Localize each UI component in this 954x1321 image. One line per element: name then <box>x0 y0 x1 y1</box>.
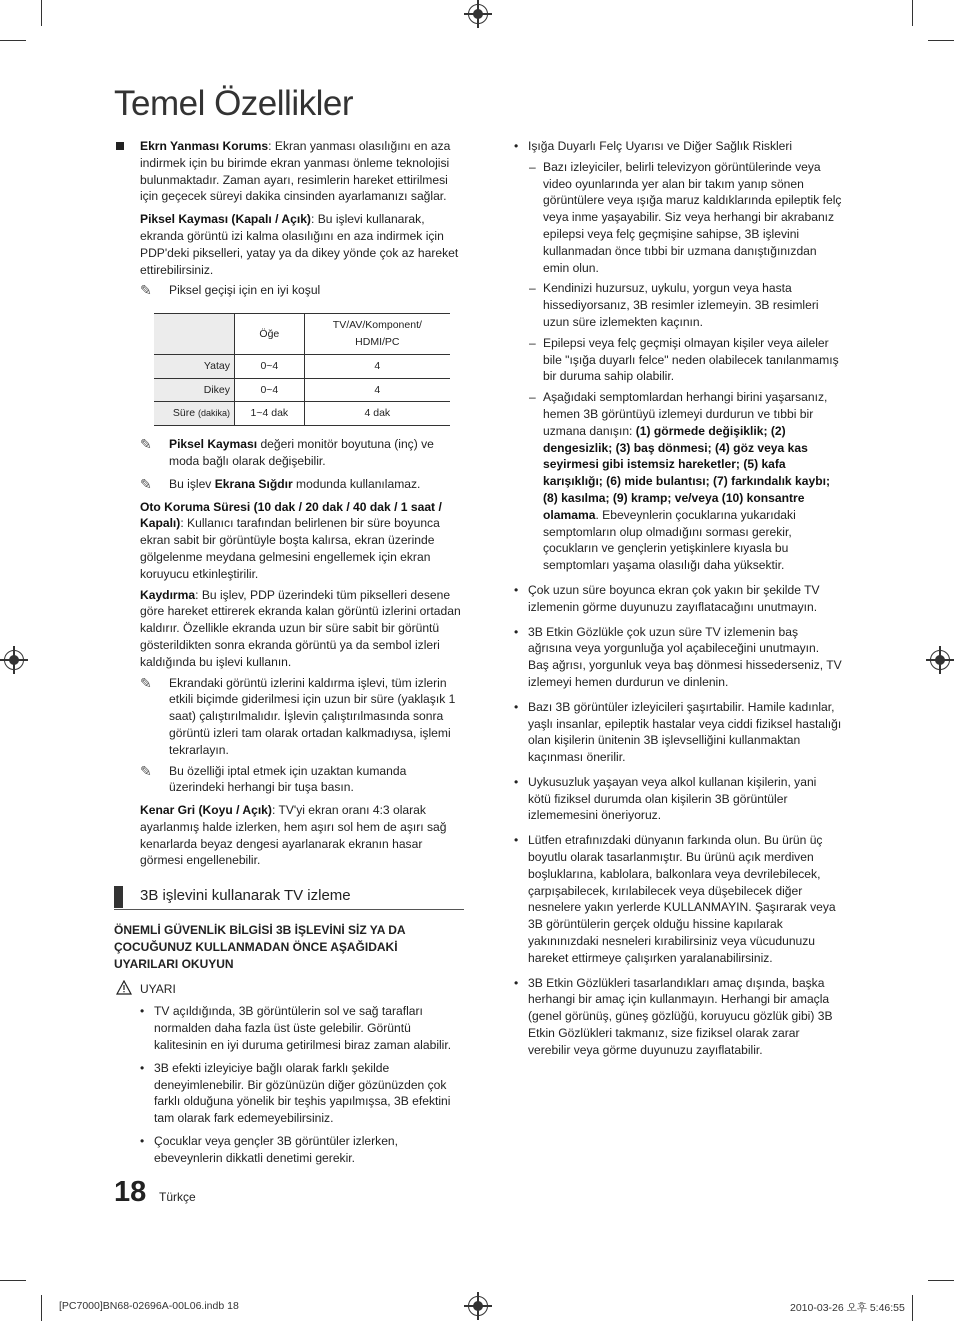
pixel-shift-table <box>154 313 450 426</box>
left-column <box>114 138 464 1167</box>
list-item: • 3B Etkin Gözlükleri tasarlandıkları amaç dışında, başka herhangi bir amaç için kullanmayın. Herhangi bir amaçla (genel görünüş, güneş gözlüğü, koruyucu gözlük gibi) 3B Etkin Gözlükleri takmanız, size fiziksel olarak zarar verebilir veya görme duyunuzu zayıflatabilir. <box>512 975 842 1059</box>
footer-timestamp: 2010-03-26 오후 5:46:55 <box>790 1302 905 1314</box>
crop-mark <box>912 0 913 26</box>
note: ✎ Bu işlev Ekrana Sığdır modunda kullanılamaz. <box>140 475 421 492</box>
table-row <box>154 402 450 426</box>
page-language: Türkçe <box>159 1190 196 1204</box>
ekran-yanmasi-paragraph <box>114 138 464 205</box>
note-pencil-icon: ✎ <box>140 674 152 691</box>
registration-mark-icon <box>468 1296 488 1316</box>
ekran-yanmasi-text: : Ekran yanması olasılığını en aza indirmek için bu birimde ekran yanması önleme teknolojisi bulunmaktadır. Zaman ayarı, resimlerin hareket ettirilmesi için geçecek süreyi dakika cinsinden ayarlamanızı sağlar. <box>140 139 451 204</box>
list-item: • Uykusuzluk yaşayan veya alkol kullanan kişilerin, yani kötü fiziksel durumda olan kişilerin 3B görüntüler izlememesini öneriyoruz. <box>512 774 842 824</box>
list-item: – Epilepsi veya felç geçmişi olmayan kişiler veya aileler bile "ışığa duyarlı felce" neden olabilecek tanılanmamış bir duruma sahip olabilir. <box>512 335 842 385</box>
crop-mark <box>0 1280 26 1281</box>
section-heading: 3B işlevini kullanarak TV izleme <box>114 887 464 910</box>
warning-label: UYARI <box>114 981 464 998</box>
piksel-kaymasi-paragraph <box>114 211 464 278</box>
list-item: • Işığa Duyarlı Felç Uyarısı ve Diğer Sağlık Riskleri <box>512 138 842 155</box>
warning-heading: ÖNEMLİ GÜVENLİK BİLGİSİ 3B İŞLEVİNİ SİZ YA DA ÇOCUĞUNUZ KULLANMADAN ÖNCE AŞAĞIDAKİ UYARILARI OKUYUN <box>114 923 406 971</box>
list-item: • Bazı 3B görüntüler izleyicileri şaşırtabilir. Hamile kadınlar, yaşlı insanlar, epileptik hastalar veya ciddi fiziksel hastalığı olan kişilerin ünitenin 3B işlevselliğini kullanmaktan kaçınması önerilir. <box>512 699 842 766</box>
crop-mark <box>41 1295 42 1321</box>
list-item: • Lütfen etrafınızdaki dünyanın farkında olun. Bu ürün üç boyutlu olarak tasarlanmıştır. Bu ürünü açık merdiven boşluklarına, kablolara, balkonlara veya devrilebilecek, çarpışabilecek, kırılabilecek veya düşebilecek diğer nesnelere yakın yerlerde KULLANMAYIN. Şaşırarak veya 3B görüntülerin gerçek olduğu hissine kapılarak yakınınızdaki nesneleri kırabilirsiniz veya vücudunuzu hareket ettirmeye çalışırken yaralanabilirsiniz. <box>512 832 842 966</box>
piksel-kaymasi-label: Piksel Kayması (Kapalı / Açık) <box>140 212 311 227</box>
registration-mark-icon <box>930 650 950 670</box>
note <box>114 282 464 299</box>
page-number: 18 <box>114 1176 147 1208</box>
right-column <box>512 138 842 1059</box>
list-item: • Çok uzun süre boyunca ekran çok yakın bir şekilde TV izlemenin görme duyunuzu zayıflatacağını unutmayın. <box>512 582 842 616</box>
table-cell: 4 <box>304 354 450 378</box>
table-row-label: Süre (dakika) <box>154 402 235 426</box>
crop-mark <box>912 1295 913 1321</box>
footer-file-info: [PC7000]BN68-02696A-00L06.indb 18 <box>59 1300 239 1312</box>
note: ✎ Piksel Kayması değeri monitör boyutuna (inç) ve moda bağlı olarak değişebilir. <box>140 436 434 468</box>
crop-mark <box>41 0 42 26</box>
crop-mark <box>928 40 954 41</box>
table-header-inputs: TV/AV/Komponent/ HDMI/PC <box>304 314 450 355</box>
page-title: Temel Özellikler <box>114 84 353 123</box>
note-pencil-icon: ✎ <box>140 475 152 492</box>
table-cell: 1~4 dak <box>235 402 305 426</box>
table-cell: 0~4 <box>235 378 305 402</box>
registration-mark-icon <box>468 4 488 24</box>
table-cell: 4 <box>304 378 450 402</box>
list-item: – Bazı izleyiciler, belirli televizyon görüntülerinde veya video oyunlarında yer alan bir takım yanıp sönen görüntülere veya ışığa maruz kaldıklarında epileptik felç veya inme yaşayabilir. Siz veya herhangi bir akrabanız epilepsi veya felç geçmişine sahipse, 3B işlevini kullanmadan önce tıbbi bir uzmana danıştığınızdan emin olun. <box>512 159 842 277</box>
note-pencil-icon: ✎ <box>140 436 152 453</box>
ekran-yanmasi-label: Ekrn Yanması Korums <box>140 139 269 153</box>
list-item: • Çocuklar veya gençler 3B görüntüler izlerken, ebeveynlerin dikkatli denetimi gerekir. <box>114 1133 464 1167</box>
note: ✎ Bu özelliği iptal etmek için uzaktan kumanda üzerindeki herhangi bir tuşa basın. <box>140 762 407 795</box>
note: ✎ Ekrandaki görüntü izlerini kaldırma işlevi, tüm izlerin etkili biçimde giderilmesi için uzun bir süre (yaklaşık 1 saat) çalıştırılmalıdır. İşlevin çalıştırılmasında sonra görüntü izleri tam olarak ortadan kalkmadıysa, işlemi tekrarlayın. <box>140 674 456 757</box>
table-cell: 0~4 <box>235 354 305 378</box>
note-text: Piksel geçişi için en iyi koşul <box>169 283 321 298</box>
list-item: • TV açıldığında, 3B görüntülerin sol ve sağ tarafları normalden daha fazla üst üste gelebilir. Görüntü kalitesinin en iyi duruma getirilmesi biraz zaman alabilir. <box>114 1003 464 1053</box>
list-item: • 3B Etkin Gözlükle çok uzun süre TV izlemenin baş ağrısına veya yorgunluğa yol açabileceğini unutmayın. Baş ağrısı, yorgunluk veya baş dönmesi hissederseniz, TV izlemeyi hemen durdurun ve dinlenin. <box>512 624 842 691</box>
kenar-gri-paragraph: Kenar Gri (Koyu / Açık): TV'yi ekran oranı 4:3 olarak ayarlanmış halde izlerken, hem aşırı sol hem de aşırı sağ kenarlarda beyaz dengesi ayarlanarak ekranın hasar görmesi engellenebilir. <box>140 803 447 868</box>
oto-koruma-paragraph: Oto Koruma Süresi (10 dak / 20 dak / 40 dak / 1 saat / Kapalı): Kullanıcı tarafından belirlenen bir süre boyunca ekran sabit bir görüntüyle boşta kalırsa, ekran üzerinde gölgelenme meydana gelmesini engellemek için ekran koruyucu etkinleştirilir. <box>140 499 442 581</box>
table-row-label: Dikey <box>154 378 235 402</box>
list-item: – Kendinizi huzursuz, uykulu, yorgun veya hasta hissediyorsanız, 3B resimler izlemeyin. 3B resimleri uzun süre izlemekten kaçının. <box>512 280 842 330</box>
list-item: – Aşağıdaki semptomlardan herhangi birini yaşarsanız, hemen 3B görüntüyü izlemeyi durdurun ve tıbbi bir uzmana danışın: (1) görmede değişiklik; (2) dengesizlik; (3) baş dönmesi; (4) göz veya kas seyirmesi gibi istemsiz hareketler; (5) kafa karışıklığı; (6) mide bulantısı; (7) farkındalık kaybı; (8) kasılma; (9) kramp; ve/veya (10) konsantre olamama. Ebeveynlerin çocuklarına yukarıdaki semptomların olup olmadığını sorması gerekir, çocukların ve gençlerin yetişkinlere kıyasla bu semptomları yaşama olasılığı daha yüksektir. <box>512 389 842 574</box>
warning-triangle-icon <box>116 980 132 995</box>
table-header-empty <box>154 314 235 355</box>
table-row <box>154 378 450 402</box>
table-row <box>154 354 450 378</box>
table-header-item: Öğe <box>235 314 305 355</box>
piksel-kaymasi-text: : Bu işlevi kullanarak, ekranda görüntü izi kalma olasılığını en aza indirmek için PDP'deki pikselleri, yatay ya da dikey yönde çok az hareket ettirebilirsiniz. <box>140 212 459 277</box>
registration-mark-icon <box>4 650 24 670</box>
note-pencil-icon: ✎ <box>140 282 152 299</box>
note-pencil-icon: ✎ <box>140 762 152 779</box>
table-cell: 4 dak <box>304 402 450 426</box>
table-row-label: Yatay <box>154 354 235 378</box>
kaydirma-paragraph: Kaydırma: Bu işlev, PDP üzerindeki tüm pikselleri desene göre hareket ettirerek ekranda kalan görüntü izlerini ortadan kaldırır. Özellikle ekranda uzun bir süre sabit bir görüntü gösterildikten sonra ekranda görüntü ya da sembol izleri kaldığında bu işlevi kullanın. <box>140 587 461 669</box>
crop-mark <box>0 40 26 41</box>
list-item: • 3B efekti izleyiciye bağlı olarak farklı şekilde deneyimlenebilir. Bir gözünüzün diğer gözünüzden çok farklı olduğuna yönelik bir teşhis yapılmışsa, 3B efektini tam olarak fark edemeyebilirsiniz. <box>114 1060 464 1127</box>
crop-mark <box>928 1280 954 1281</box>
